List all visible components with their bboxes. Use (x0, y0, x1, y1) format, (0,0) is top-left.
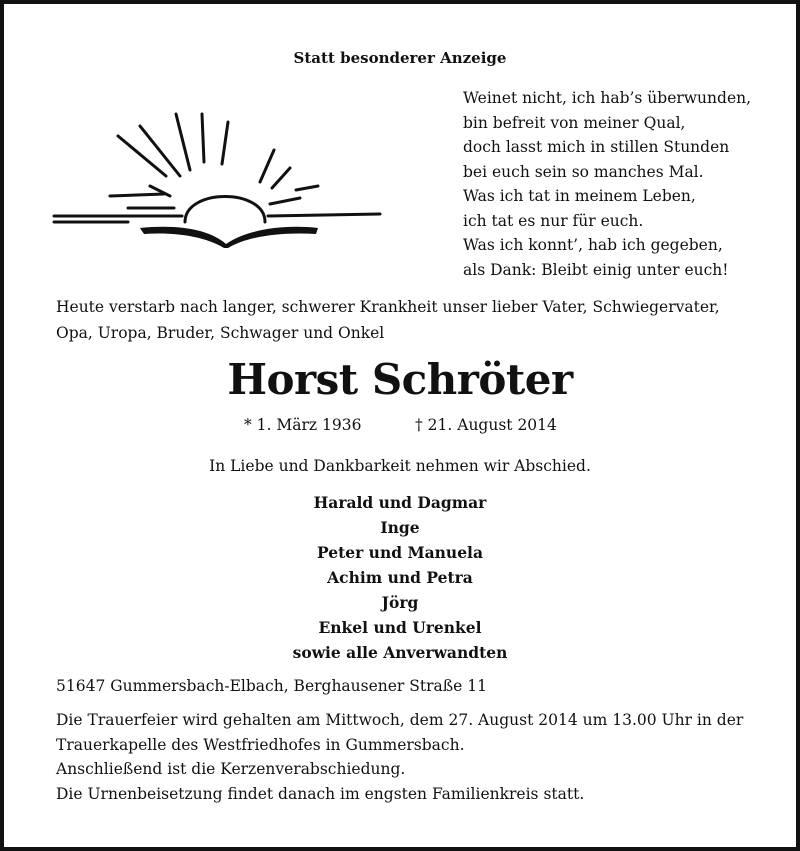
mourner-entry: Enkel und Urenkel (318, 618, 482, 637)
address-line: 51647 Gummersbach-Elbach, Berghausener Straße 11 (56, 677, 487, 695)
poem-line: bin befreit von meiner Qual, (463, 113, 686, 132)
death-date: † 21. August 2014 (415, 416, 557, 434)
details-line: Trauerkapelle des Westfriedhofes in Gummersbach. (56, 735, 465, 754)
poem-line: als Dank: Bleibt einig unter euch! (463, 260, 729, 279)
mourner-entry: Harald und Dagmar (313, 493, 487, 512)
intro-text: Heute verstarb nach langer, schwerer Krankheit unser lieber Vater, Schwiegervater, Opa, Uropa, Bruder, Schwager und Onkel (56, 298, 720, 342)
funeral-details (56, 708, 756, 806)
notice-header: Statt besonderer Anzeige (293, 49, 507, 67)
poem-line: Was ich tat in meinem Leben, (463, 187, 696, 205)
poem (463, 86, 751, 282)
birth-date: * 1. März 1936 (244, 416, 362, 434)
poem-line: bei euch sein so manches Mal. (463, 162, 704, 181)
mourners-list (0, 490, 800, 665)
mourner-entry: Jörg (381, 593, 419, 612)
details-line: Die Urnenbeisetzung findet danach im engsten Familienkreis statt. (56, 784, 585, 803)
farewell-line: In Liebe und Dankbarkeit nehmen wir Abschied. (209, 457, 591, 475)
deceased-name: Horst Schröter (227, 355, 573, 404)
poem-line: doch lasst mich in stillen Stunden (463, 138, 730, 156)
details-line: Die Trauerfeier wird gehalten am Mittwoch, dem 27. August 2014 um 13.00 Uhr in der (56, 711, 744, 729)
poem-line: Weinet nicht, ich hab’s überwunden, (463, 89, 752, 107)
mourner-entry: Achim und Petra (327, 568, 473, 587)
mourner-entry: sowie alle Anverwandten (292, 643, 508, 662)
poem-line: Was ich konnt’, hab ich gegeben, (463, 236, 723, 254)
poem-line: ich tat es nur für euch. (463, 211, 644, 230)
details-line: Anschließend ist die Kerzenverabschiedung. (56, 760, 406, 778)
mourner-entry: Peter und Manuela (317, 543, 483, 562)
sunset-illustration (50, 112, 390, 252)
mourner-entry: Inge (380, 518, 420, 537)
